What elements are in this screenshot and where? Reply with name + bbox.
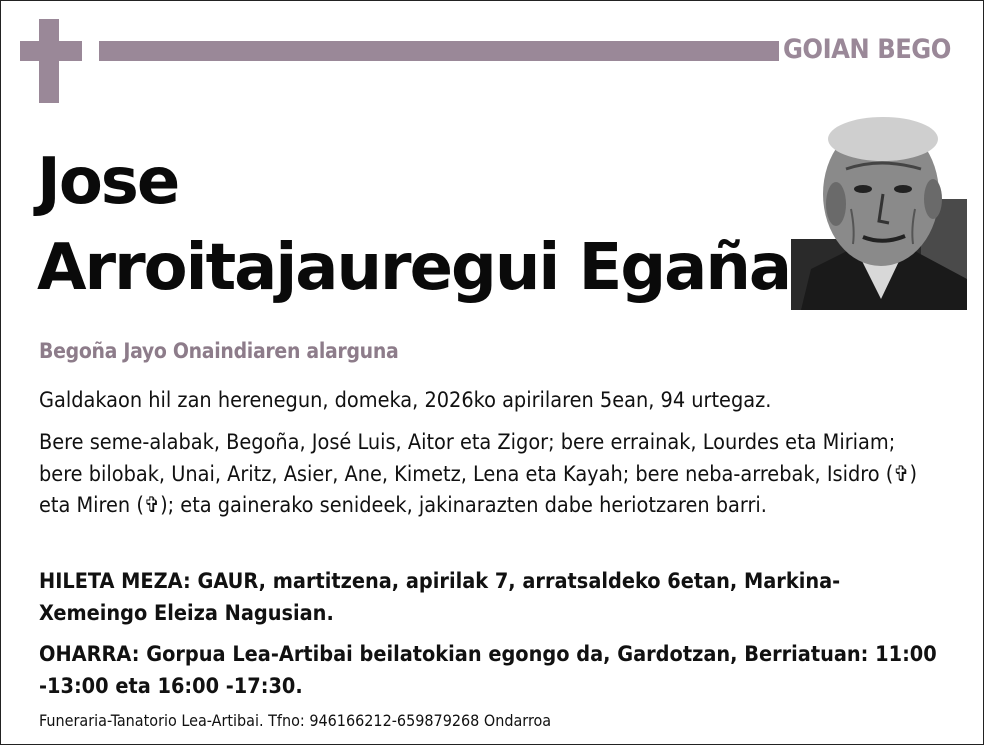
deceased-surnames: Arroitajauregui Egaña — [37, 231, 791, 305]
family-text: Bere seme-alabak, Begoña, José Luis, Aitor eta Zigor; bere errainak, Lourdes eta Miriam; bere bilobak, Unai, Aritz, Asier, Ane, Kimetz, Lena eta Kayah; bere neba-arrebak, Isidro (✞) eta Miren (✞); eta gainerako senideek, jakinarazten dabe heriotzaren barri. — [39, 430, 918, 518]
death-notice-text: Galdakaon hil zan herenegun, domeka, 2026ko apirilaren 5ean, 94 urtegaz. — [39, 388, 772, 413]
cross-icon — [39, 19, 59, 103]
cross-icon-bar — [20, 41, 82, 61]
funeral-home-footer: Funeraria-Tanatorio Lea-Artibai. Tfno: 946166212-659879268 Ondarroa — [39, 711, 552, 730]
funeral-mass-text: HILETA MEZA: GAUR, martitzena, apirilak 7, arratsaldeko 6etan, Markina-Xemeingo Eleiza Nagusian. — [39, 569, 841, 626]
spouse-subtitle: Begoña Jayo Onaindiaren alarguna — [39, 339, 399, 363]
deceased-first-name: Jose — [37, 145, 179, 219]
deceased-name — [37, 139, 790, 311]
header-rule — [99, 41, 779, 61]
note-text: OHARRA: Gorpua Lea-Artibai beilatokian egongo da, Gardotzan, Berriatuan: 11:00 -13:00 eta 16:00 -17:30. — [39, 642, 937, 699]
brand-label: GOIAN BEGO — [783, 34, 951, 65]
portrait-photo — [791, 109, 967, 310]
